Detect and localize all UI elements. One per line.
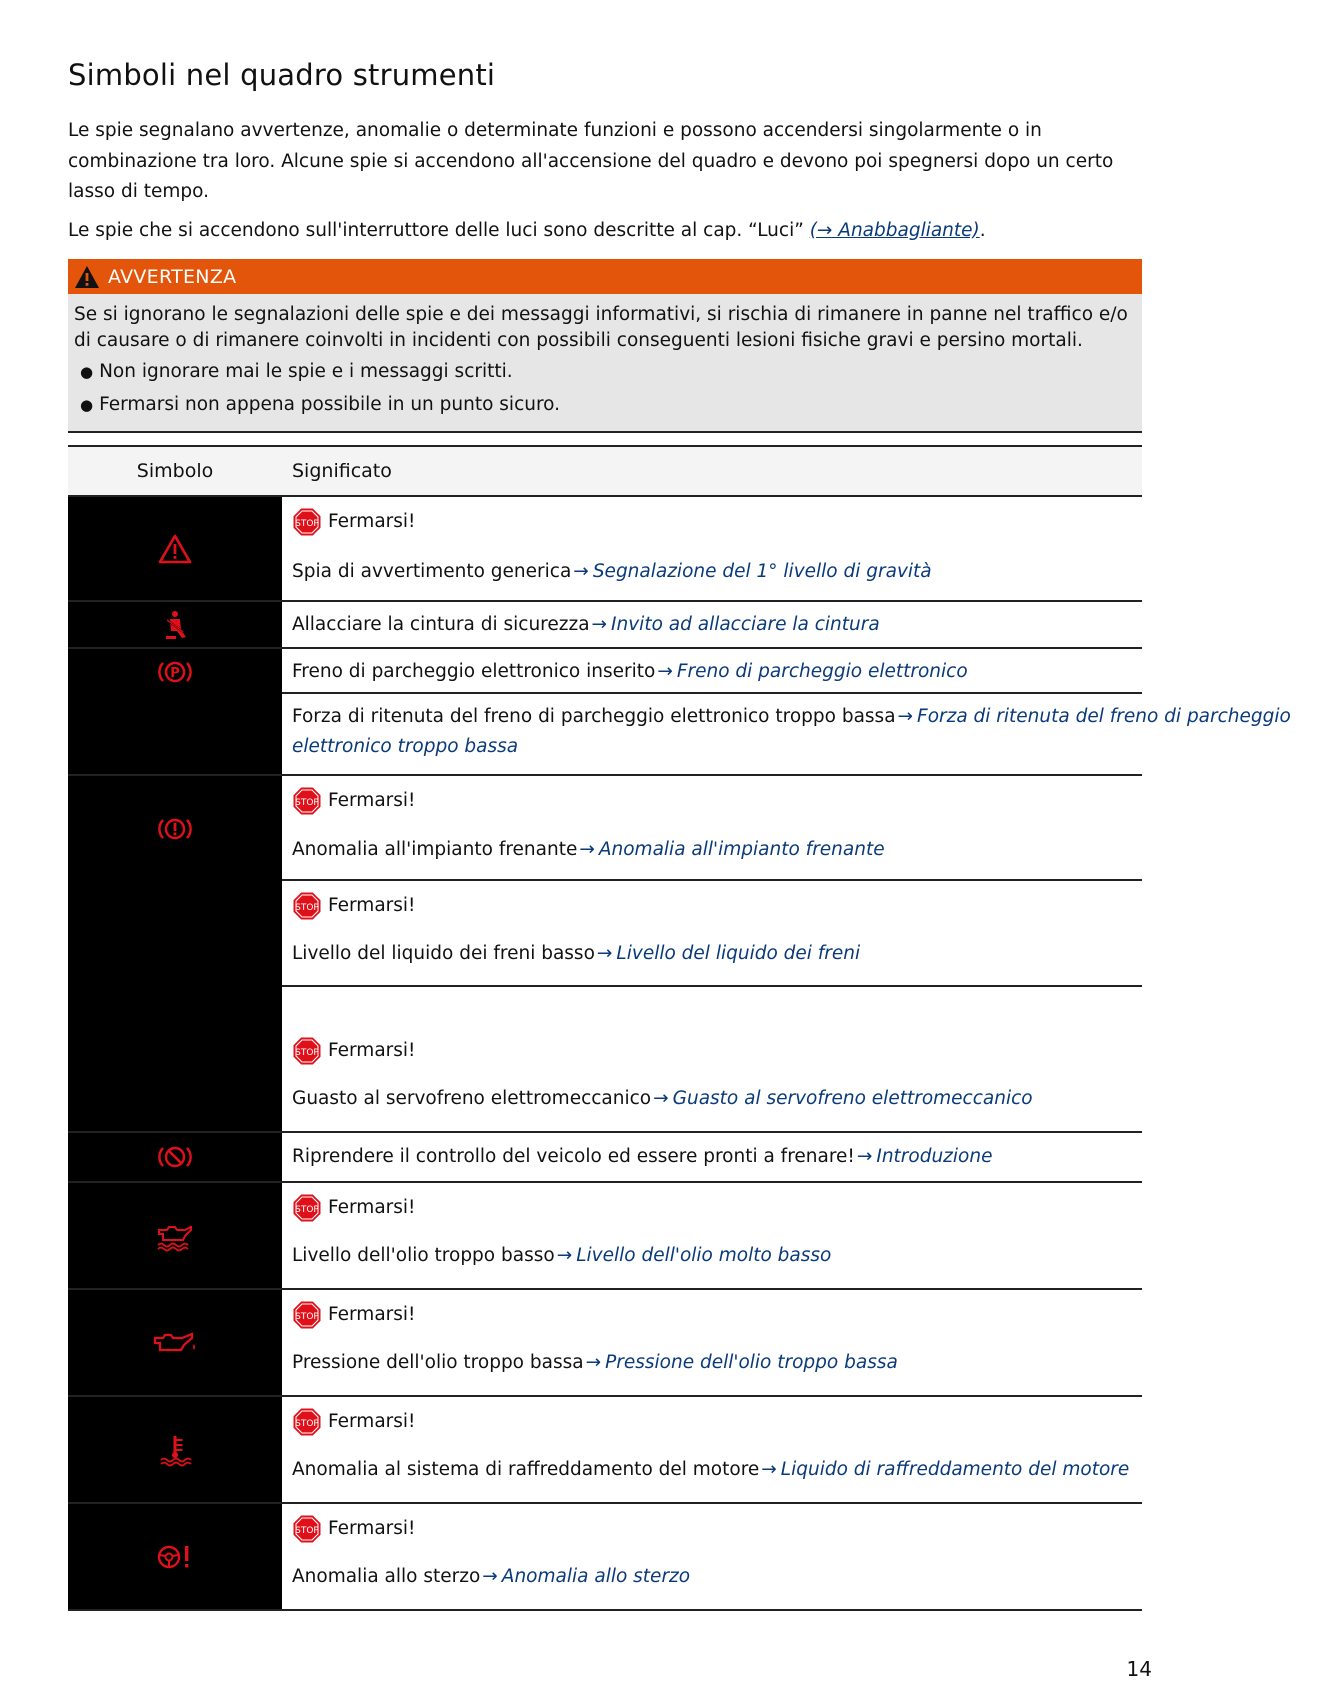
symbol-cell <box>68 694 282 774</box>
svg-text:STOP: STOP <box>295 1419 319 1429</box>
symbol-cell <box>68 1183 282 1288</box>
symbol-cell <box>68 881 282 1026</box>
meaning-link[interactable]: Anomalia allo sterzo <box>501 1566 691 1587</box>
meaning-cell <box>282 1397 1142 1502</box>
stop-sign-icon <box>292 891 322 921</box>
page-title: Simboli nel quadro strumenti <box>68 58 496 92</box>
arrow-icon: → <box>856 1146 873 1167</box>
svg-text:STOP: STOP <box>295 519 319 529</box>
meaning-cell <box>282 881 1142 1026</box>
meaning-link[interactable]: Introduzione <box>876 1146 993 1167</box>
table-row <box>68 881 1142 1026</box>
meaning-line <box>292 1348 898 1378</box>
table-row <box>68 1183 1142 1290</box>
meaning-cell <box>282 602 1142 647</box>
stop-line <box>292 786 415 816</box>
parking-brake-icon <box>157 658 193 686</box>
stop-text: Fermarsi! <box>328 790 416 811</box>
stop-sign-icon <box>292 1300 322 1330</box>
meaning-line <box>292 1455 1129 1485</box>
meaning-line <box>292 1241 831 1271</box>
warning-box <box>68 259 1142 433</box>
arrow-icon: → <box>591 614 608 635</box>
meaning-line <box>292 939 860 969</box>
meaning-line <box>292 557 932 587</box>
arrow-icon: → <box>897 706 914 727</box>
arrow-icon: → <box>761 1459 777 1480</box>
meaning-cell <box>282 1504 1142 1609</box>
warning-triangle-icon <box>158 534 192 564</box>
intro-paragraph-2 <box>68 216 1142 247</box>
stop-sign-icon <box>292 507 322 537</box>
warning-bullet-1: ● Non ignorare mai le spie e i messaggi scritti. <box>80 359 1130 385</box>
meaning-line <box>292 835 885 865</box>
stop-line <box>292 1193 415 1223</box>
warning-bullet-2: ● Fermarsi non appena possibile in un punto sicuro. <box>80 392 1130 418</box>
meaning-line <box>292 610 880 640</box>
symbol-cell <box>68 1133 282 1181</box>
meaning-text: Allacciare la cintura di sicurezza <box>292 614 590 635</box>
meaning-line <box>292 657 968 687</box>
warning-heading: AVVERTENZA <box>108 265 237 288</box>
meaning-link[interactable]: Livello del liquido dei freni <box>616 943 861 964</box>
meaning-link[interactable]: Liquido di raffreddamento del motore <box>780 1459 1130 1480</box>
stop-sign-icon <box>292 1036 322 1066</box>
meaning-text: Livello dell'olio troppo basso <box>292 1245 555 1266</box>
stop-line <box>292 507 415 537</box>
meaning-link[interactable]: Pressione dell'olio troppo bassa <box>605 1352 898 1373</box>
symbol-cell <box>68 776 282 881</box>
symbol-cell <box>68 1397 282 1502</box>
brake-assist-icon <box>157 1143 193 1171</box>
stop-line <box>292 891 415 921</box>
arrow-icon: → <box>653 1088 669 1109</box>
stop-sign-icon <box>292 786 322 816</box>
coolant-icon <box>158 1434 192 1466</box>
stop-text: Fermarsi! <box>328 1197 416 1218</box>
meaning-text: Livello del liquido dei freni basso <box>292 943 595 964</box>
table-row <box>68 649 1142 694</box>
meaning-cell <box>282 649 1142 694</box>
intro-paragraph-1: Le spie segnalano avvertenze, anomalie o determinate funzioni e possono accendersi singolarmente o in combinazione tra loro. Alcune spie si accendono all'accensione del quadro e devono poi spegnersi dopo un certo lasso di tempo. <box>68 120 1114 202</box>
column-header-symbol: Simbolo <box>136 460 214 482</box>
table-row <box>68 497 1142 602</box>
svg-text:STOP: STOP <box>295 1048 319 1058</box>
arrow-icon: → <box>573 561 589 582</box>
symbol-cell <box>68 497 282 600</box>
table-row <box>68 776 1142 881</box>
table-row <box>68 1026 1142 1133</box>
page-number: 14 <box>1126 1657 1152 1681</box>
meaning-text: Pressione dell'olio troppo bassa <box>292 1352 584 1373</box>
meaning-link[interactable]: Livello dell'olio molto basso <box>576 1245 832 1266</box>
table-row <box>68 602 1142 649</box>
symbol-cell <box>68 1504 282 1609</box>
stop-text: Fermarsi! <box>328 1411 416 1432</box>
brake-system-icon <box>157 815 193 843</box>
symbols-table <box>68 445 1291 1611</box>
steering-icon <box>155 1543 195 1571</box>
intro-period: . <box>979 219 986 241</box>
meaning-link[interactable]: Anomalia all'impianto frenante <box>598 839 885 860</box>
stop-sign-icon <box>292 1193 322 1223</box>
svg-text:STOP: STOP <box>295 798 319 808</box>
warning-body <box>68 294 1142 433</box>
meaning-text: Spia di avvertimento generica <box>292 561 572 582</box>
svg-text:STOP: STOP <box>295 1526 319 1536</box>
svg-text:STOP: STOP <box>295 903 319 913</box>
stop-text: Fermarsi! <box>328 1040 416 1061</box>
stop-text: Fermarsi! <box>328 895 416 916</box>
meaning-text: Anomalia al sistema di raffreddamento del motore <box>292 1459 760 1480</box>
svg-text:STOP: STOP <box>295 1312 319 1322</box>
meaning-cell <box>282 1026 1142 1131</box>
arrow-icon: → <box>657 661 673 682</box>
stop-line <box>292 1300 415 1330</box>
warning-list <box>74 359 1130 418</box>
warning-text: Se si ignorano le segnalazioni delle spie e dei messaggi informativi, si rischia di rimanere in panne nel traffico e/o di causare o di rimanere coinvolti in incidenti con possibili conseguenti lesioni fisiche gravi e persino mortali. <box>74 304 1128 351</box>
arrow-icon: → <box>596 943 613 964</box>
stop-text: Fermarsi! <box>328 511 416 532</box>
meaning-line <box>292 1142 992 1172</box>
arrow-icon: → <box>585 1352 602 1373</box>
meaning-link[interactable]: Invito ad allacciare la cintura <box>611 614 880 635</box>
table-row <box>68 694 1291 776</box>
meaning-text: Guasto al servofreno elettromeccanico <box>292 1088 652 1109</box>
link-anabbagliante[interactable]: (→ Anabbagliante) <box>809 219 980 241</box>
table-row <box>68 1290 1142 1397</box>
svg-text:STOP: STOP <box>295 1205 319 1215</box>
meaning-cell <box>282 497 1142 600</box>
meaning-link[interactable]: Guasto al servofreno elettromeccanico <box>672 1088 1033 1109</box>
meaning-text: Anomalia allo sterzo <box>292 1566 481 1587</box>
intro <box>68 116 1142 246</box>
table-row <box>68 1397 1142 1504</box>
stop-text: Fermarsi! <box>328 1518 416 1539</box>
meaning-cell <box>282 1133 1142 1181</box>
oil-pressure-icon <box>152 1332 198 1354</box>
meaning-text: Freno di parcheggio elettronico inserito <box>292 661 656 682</box>
meaning-link[interactable]: Forza di ritenuta del freno di parcheggio elettronico troppo bassa <box>292 706 1291 757</box>
meaning-text: Riprendere il controllo del veicolo ed essere pronti a frenare! <box>292 1146 855 1167</box>
stop-text: Fermarsi! <box>328 1304 416 1325</box>
seatbelt-icon <box>162 610 188 640</box>
table-row <box>68 1504 1142 1611</box>
stop-line <box>292 1407 415 1437</box>
symbol-cell <box>68 1290 282 1395</box>
stop-line <box>292 1036 415 1066</box>
meaning-line <box>292 702 1332 762</box>
meaning-text: Forza di ritenuta del freno di parcheggio elettronico troppo bassa <box>292 706 896 727</box>
symbol-cell <box>68 649 282 694</box>
stop-sign-icon <box>292 1514 322 1544</box>
table-header <box>68 447 1142 497</box>
warning-triangle-icon <box>74 265 100 289</box>
meaning-cell <box>282 776 1142 881</box>
meaning-line <box>292 1562 690 1592</box>
meaning-cell <box>282 1290 1142 1395</box>
arrow-icon: → <box>579 839 595 860</box>
table-row <box>68 1133 1142 1183</box>
column-header-meaning: Significato <box>292 460 392 482</box>
meaning-cell <box>282 1183 1142 1288</box>
oil-level-icon <box>155 1221 195 1251</box>
svg-text:P: P <box>170 665 180 681</box>
stop-line <box>292 1514 415 1544</box>
meaning-cell <box>282 694 1291 774</box>
meaning-line <box>292 1084 1033 1114</box>
warning-header <box>68 259 1142 294</box>
meaning-link[interactable]: Segnalazione del 1° livello di gravità <box>592 561 932 582</box>
symbol-cell <box>68 602 282 647</box>
arrow-icon: → <box>556 1245 573 1266</box>
meaning-text: Anomalia all'impianto frenante <box>292 839 578 860</box>
arrow-icon: → <box>482 1566 498 1587</box>
intro-paragraph-2-text: Le spie che si accendono sull'interruttore delle luci sono descritte al cap. “Luci” <box>68 219 804 241</box>
stop-sign-icon <box>292 1407 322 1437</box>
meaning-link[interactable]: Freno di parcheggio elettronico <box>676 661 968 682</box>
symbol-cell <box>68 1026 282 1131</box>
